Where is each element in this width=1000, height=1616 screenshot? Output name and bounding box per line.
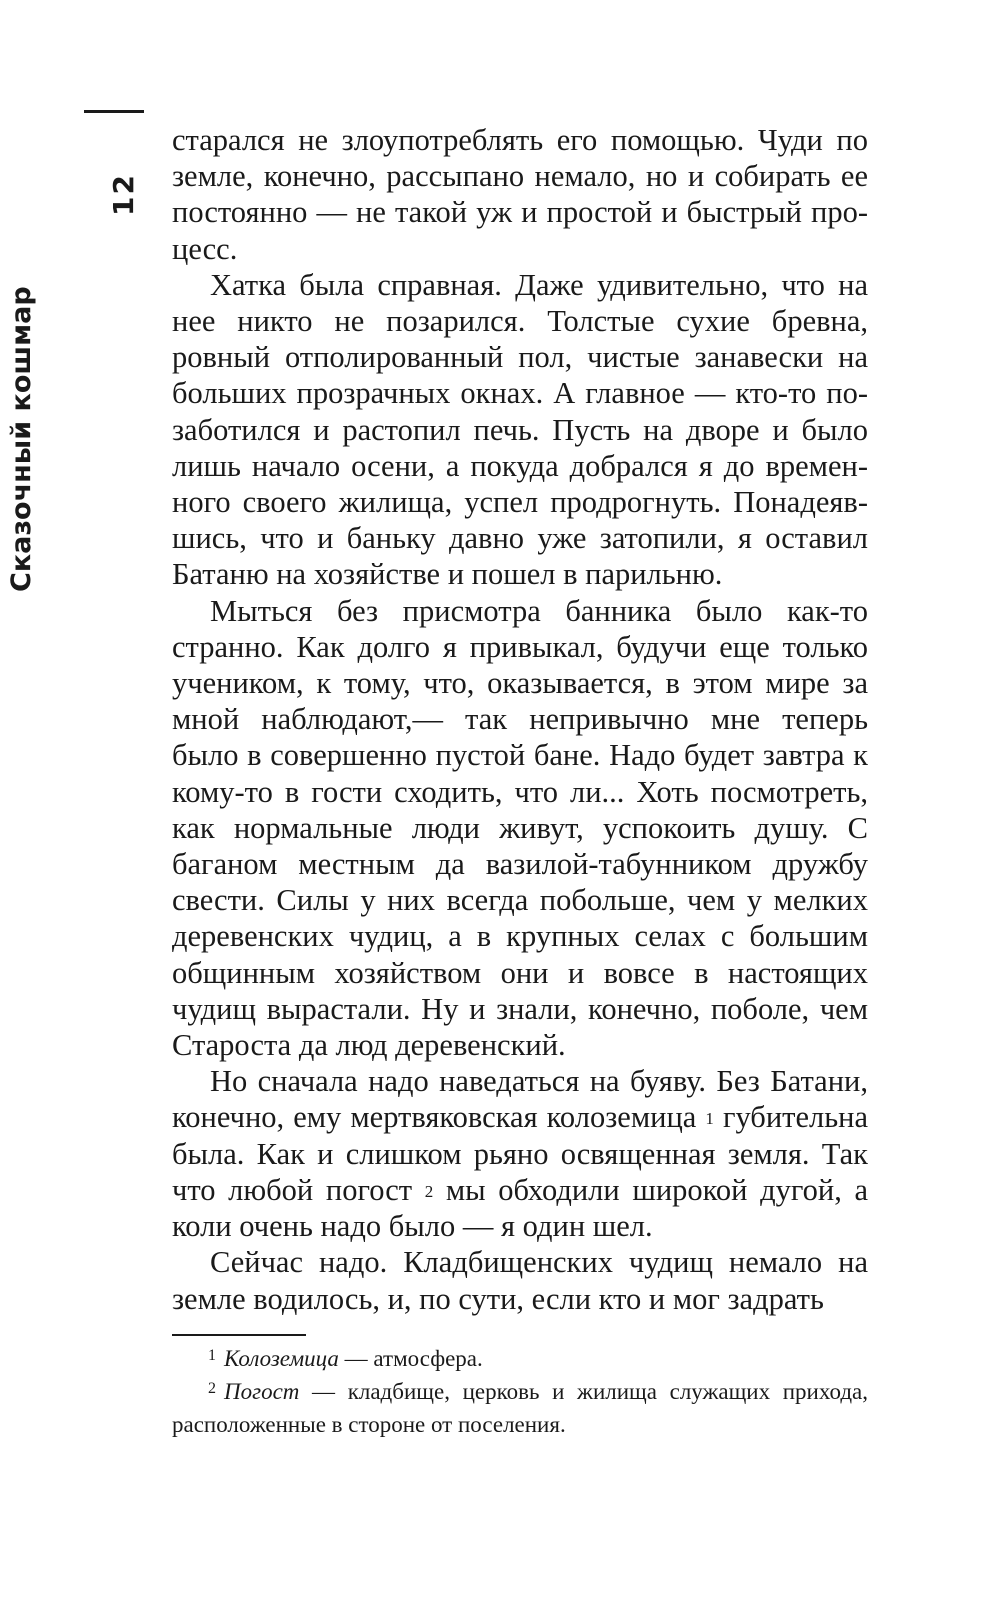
paragraph-5: Сейчас надо. Кладбищенских чудищ немало на земле водилось, и, по сути, если кто и мог задрать xyxy=(172,1245,868,1316)
header-rule xyxy=(84,110,144,113)
footnote-1 xyxy=(172,1344,868,1377)
footnote-text-2: — кладбище, церковь и жилища служащих прихода, расположенные в стороне от поселения. xyxy=(172,1379,868,1437)
footnote-text-1: — атмосфера. xyxy=(338,1346,483,1371)
footnote-ref-1[interactable]: 1 xyxy=(705,1109,714,1129)
footnote-mark-1: 1 xyxy=(208,1347,216,1364)
paragraph-4-part-b: губительна была. Как и слишком рьяно освященная земля. Так что любой погост xyxy=(172,1100,869,1207)
footnote-mark-2: 2 xyxy=(208,1380,216,1397)
footnote-rule xyxy=(172,1334,306,1336)
running-title: Сказочный кошмар xyxy=(6,286,37,592)
paragraph-4-part-a: Но сначала надо наведаться на буяву. Без Батани, конечно, ему мертвяковская колоземица xyxy=(172,1064,868,1135)
footnote-ref-2[interactable]: 2 xyxy=(424,1181,434,1201)
footnote-term-1: Колоземица xyxy=(224,1346,339,1371)
main-text xyxy=(172,122,868,1317)
footnotes xyxy=(172,1344,868,1440)
footnote-2 xyxy=(172,1377,868,1440)
paragraph-1: старался не злоупотреблять его помощью. Чуди по земле, конечно, рассыпано немало, но и собирать ее постоянно — не такой уж и простой и быстрый процесс. xyxy=(172,123,868,266)
paragraph-4 xyxy=(172,1063,868,1244)
paragraph-2: Хатка была справная. Даже удивительно, что на нее никто не позарился. Толстые сухие бревна, ровный отполированный пол, чистые занавески на больших прозрачных окнах. А главное — кто-то позаботился и растопил печь. Пусть на дворе и было лишь начало осени, а покуда добрался я до временного своего жилища, успел продрогнуть. Понадеявшись, что и баньку давно уже затопили, я оставил Батаню на хозяйстве и пошел в парильню. xyxy=(172,267,868,592)
paragraph-4-part-c: мы обходили широкой дугой, а коли очень надо было — я один шел. xyxy=(172,1172,869,1244)
paragraph-3: Мыться без присмотра банника было как-то странно. Как долго я привыкал, будучи еще только учеником, к тому, что, оказывается, в этом мире за мной наблюдают,— так непривычно мне теперь было в совершенно пустой бане. Надо будет завтра к кому-то в гости сходить, что ли... Хоть посмотреть, как нормальные люди живут, успокоить душу. С баганом местным да вазилой-табунником дружбу свести. Силы у них всегда побольше, чем у мелких деревенских чудиц, а в крупных селах с большим общинным хозяйством они и вовсе в настоящих чудищ вырастали. Ну и знали, конечно, поболе, чем Староста да люд деревенский. xyxy=(172,593,868,1063)
footnote-term-2: Погост xyxy=(224,1379,300,1404)
page-number: 12 xyxy=(107,173,140,216)
